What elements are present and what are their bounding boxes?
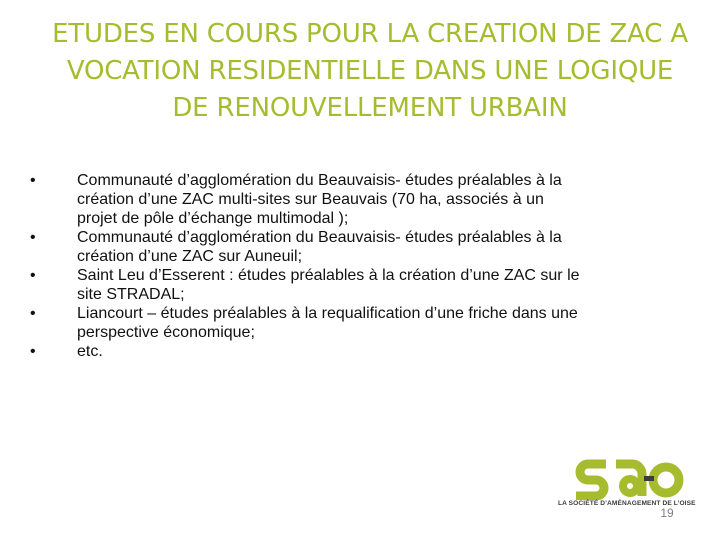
logo-caption: LA SOCIÉTÉ D’AMÉNAGEMENT DE L’OISE [558, 500, 696, 507]
logo-letter-o [653, 467, 679, 493]
bullet-dot-icon: • [30, 267, 36, 284]
bullet-line: projet de pôle d’échange multimodal ); [77, 210, 349, 227]
slide-title-line: VOCATION RESIDENTIELLE DANS UNE LOGIQUE [66, 56, 674, 86]
bullet-dot-icon: • [30, 343, 36, 360]
slide-title-line: DE RENOUVELLEMENT URBAIN [172, 93, 568, 123]
logo-connector [644, 476, 654, 481]
logo-letter-s [576, 464, 606, 496]
slide-title [40, 16, 700, 127]
bullet-line: site STRADAL; [77, 286, 185, 303]
bullet-item [30, 171, 690, 228]
bullet-line: etc. [77, 343, 103, 360]
bullet-item [30, 266, 690, 304]
bullet-item [30, 342, 690, 361]
slide-title-line: ETUDES EN COURS POUR LA CREATION DE ZAC A [52, 19, 688, 49]
bullet-line: Saint Leu d’Esserent : études préalables à la création d’une ZAC sur le [77, 267, 580, 284]
logo-letter-a-bowl [623, 479, 637, 493]
bullet-line: Communauté d’agglomération du Beauvaisis- études préalables à la [77, 172, 562, 189]
bullet-line: création d’une ZAC multi-sites sur Beauvais (70 ha, associés à un [77, 191, 544, 208]
bullet-line: perspective économique; [77, 324, 255, 341]
bullet-line: création d’une ZAC sur Auneuil; [77, 248, 303, 265]
bullet-list [30, 171, 690, 361]
bullet-line: Communauté d’agglomération du Beauvaisis- études préalables à la [77, 229, 562, 246]
page-number: 19 [660, 506, 674, 520]
bullet-dot-icon: • [30, 229, 36, 246]
bullet-line: Liancourt – études préalables à la requalification d’une friche dans une [77, 305, 578, 322]
bullet-item [30, 228, 690, 266]
sao-logo-wordmark-icon [552, 452, 712, 500]
bullet-dot-icon: • [30, 172, 36, 189]
bullet-dot-icon: • [30, 305, 36, 322]
bullet-item [30, 304, 690, 342]
